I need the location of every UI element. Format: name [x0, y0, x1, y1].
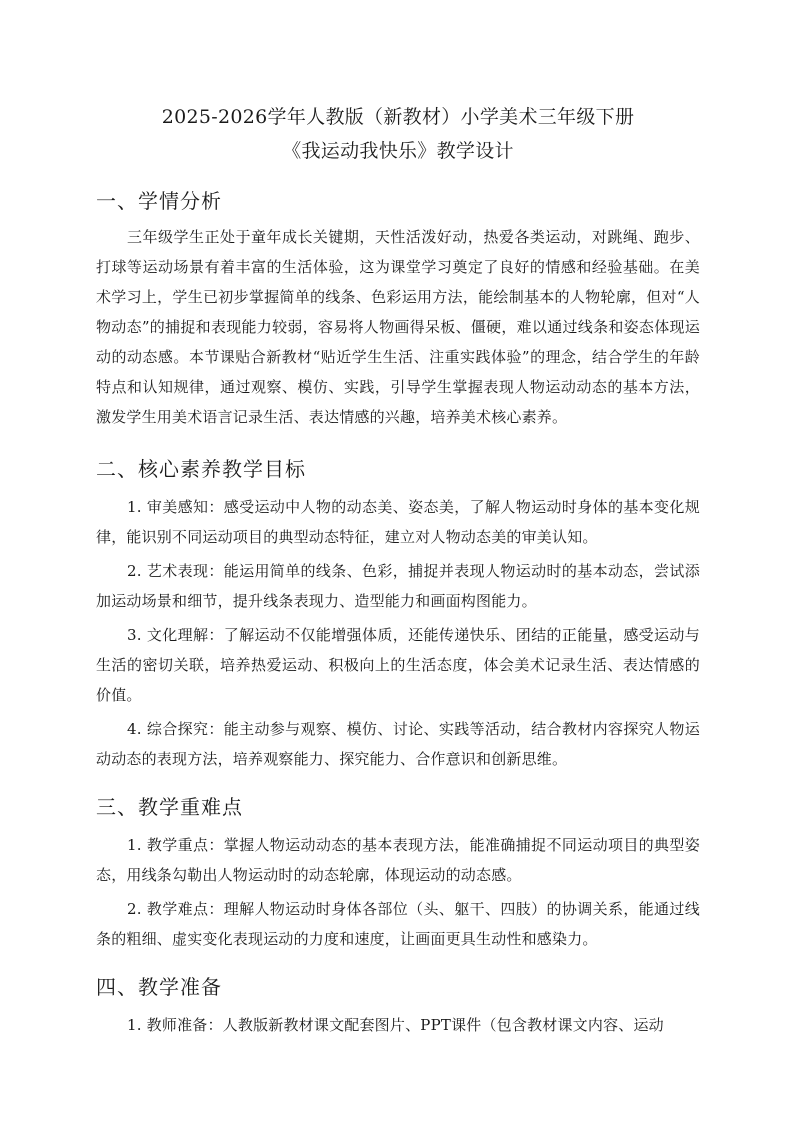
document-title-line1: 2025-2026学年人教版（新教材）小学美术三年级下册: [161, 106, 635, 128]
document-title-line2: 《我运动我快乐》教学设计: [282, 140, 514, 162]
section-heading: 三、教学重难点: [96, 795, 243, 819]
objective-item: 4. 综合探究：能主动参与观察、模仿、讨论、实践等活动，结合教材内容探究人物运动动态的表现方法，培养观察能力、探究能力、合作意识和创新思维。: [96, 720, 700, 768]
section-learner-analysis: [96, 186, 700, 432]
section-teaching-preparation: [96, 972, 700, 1040]
preparation-item: 1. 教师准备：人教版新教材课文配套图片、PPT课件（包含教材课文内容、运动: [127, 1016, 664, 1034]
section-core-objectives: [96, 454, 700, 774]
section-key-difficult-points: [96, 792, 700, 954]
section-heading: 一、学情分析: [96, 189, 222, 213]
objective-item: 1. 审美感知：感受运动中人物的动态美、姿态美，了解人物运动时身体的基本变化规律，能识别不同运动项目的典型动态特征，建立对人物动态美的审美认知。: [96, 498, 700, 546]
document-page: [96, 100, 700, 1040]
objective-item: 3. 文化理解：了解运动不仅能增强体质，还能传递快乐、团结的正能量，感受运动与生活的密切关联，培养热爱运动、积极向上的生活态度，体会美术记录生活、表达情感的价值。: [96, 626, 700, 704]
paragraph: 三年级学生正处于童年成长关键期，天性活泼好动，热爱各类运动，对跳绳、跑步、打球等运动场景有着丰富的生活体验，这为课堂学习奠定了良好的情感和经验基础。在美术学习上，学生已初步掌握简单的线条、色彩运用方法，能绘制基本的人物轮廓，但对“人物动态”的捕捉和表现能力较弱，容易将人物画得呆板、僵硬，难以通过线条和姿态体现运动的动态感。本节课贴合新教材“贴近学生生活、注重实践体验”的理念，结合学生的年龄特点和认知规律，通过观察、模仿、实践，引导学生掌握表现人物运动动态的基本方法，激发学生用美术语言记录生活、表达情感的兴趣，培养美术核心素养。: [96, 228, 700, 426]
key-point-item: 2. 教学难点：理解人物运动时身体各部位（头、躯干、四肢）的协调关系，能通过线条的粗细、虚实变化表现运动的力度和速度，让画面更具生动性和感染力。: [96, 900, 700, 948]
section-heading: 二、核心素养教学目标: [96, 457, 306, 481]
section-heading: 四、教学准备: [96, 975, 222, 999]
objective-item: 2. 艺术表现：能运用简单的线条、色彩，捕捉并表现人物运动时的基本动态，尝试添加运动场景和细节，提升线条表现力、造型能力和画面构图能力。: [96, 562, 700, 610]
key-point-item: 1. 教学重点：掌握人物运动动态的基本表现方法，能准确捕捉不同运动项目的典型姿态，用线条勾勒出人物运动时的动态轮廓，体现运动的动态感。: [96, 836, 700, 884]
